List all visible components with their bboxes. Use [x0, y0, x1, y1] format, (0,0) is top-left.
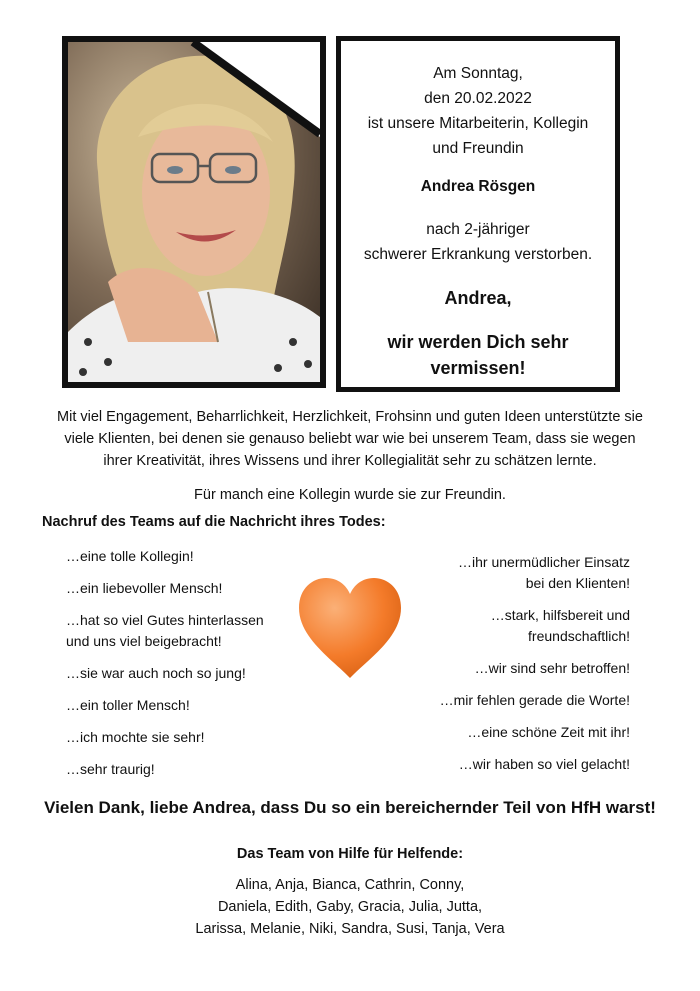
quote-item: …ein liebevoller Mensch!	[66, 580, 223, 596]
quote-item: …wir sind sehr betroffen!	[474, 660, 630, 676]
quote-item: …stark, hilfsbereit und freundschaftlich!	[490, 607, 630, 644]
notice-illness-2: schwerer Erkrankung verstorben.	[363, 246, 593, 263]
names-line-2: Daniela, Edith, Gaby, Gracia, Julia, Jutta,	[217, 899, 483, 915]
quote-item: …sie war auch noch so jung!	[66, 665, 246, 681]
notice-line-4: und Freundin	[432, 140, 524, 157]
names-line-3: Larissa, Melanie, Niki, Sandra, Susi, Tanja, Vera	[195, 921, 505, 937]
intro-line-3: ihrer Kreativität, ihres Wissens und ihrer Kollegialität sehr zu schätzen lernte.	[103, 453, 597, 469]
quote-item: …sehr traurig!	[66, 761, 155, 777]
quote-item: …mir fehlen gerade die Worte!	[439, 692, 630, 708]
quotes-left	[66, 546, 326, 791]
names-line-1: Alina, Anja, Bianca, Cathrin, Conny,	[235, 877, 465, 893]
miss-line-2: wir werden Dich sehr	[387, 332, 569, 352]
team-names	[20, 874, 680, 940]
team-heading: Nachruf des Teams auf die Nachricht ihres Todes:	[42, 514, 386, 530]
quote-item: …ein toller Mensch!	[66, 697, 190, 713]
portrait-photo	[62, 36, 326, 388]
quote-item: …eine schöne Zeit mit ihr!	[467, 724, 630, 740]
deceased-name: Andrea Rösgen	[420, 178, 536, 195]
intro-line-2: viele Klienten, bei denen sie genauso beliebt war wie bei unserem Team, dass sie wegen	[64, 431, 636, 447]
intro-line-1: Mit viel Engagement, Beharrlichkeit, Herzlichkeit, Frohsinn und guten Ideen unterstützte sie	[57, 409, 643, 425]
quote-item: …hat so viel Gutes hinterlassen und uns viel beigebracht!	[66, 612, 264, 649]
quotes-right	[380, 552, 630, 786]
miss-line-3: vermissen!	[430, 358, 526, 378]
thanks-line: Vielen Dank, liebe Andrea, dass Du so ein bereichernder Teil von HfH warst!	[44, 798, 656, 817]
quote-item: …ihr unermüdlicher Einsatz bei den Klienten!	[458, 554, 630, 591]
team-title: Das Team von Hilfe für Helfende:	[236, 846, 464, 862]
notice-line-3: ist unsere Mitarbeiterin, Kollegin	[367, 115, 589, 132]
miss-line-1: Andrea,	[444, 288, 512, 308]
notice-line-2: den 20.02.2022	[424, 90, 532, 107]
quote-item: …eine tolle Kollegin!	[66, 548, 194, 564]
notice-line-1: Am Sonntag,	[433, 65, 523, 82]
friend-line: Für manch eine Kollegin wurde sie zur Freundin.	[194, 487, 506, 503]
quote-item: …ich mochte sie sehr!	[66, 729, 205, 745]
notice-illness-1: nach 2-jähriger	[426, 221, 530, 238]
quote-item: …wir haben so viel gelacht!	[458, 756, 630, 772]
intro-paragraph	[30, 406, 670, 472]
death-notice-box	[336, 36, 620, 392]
